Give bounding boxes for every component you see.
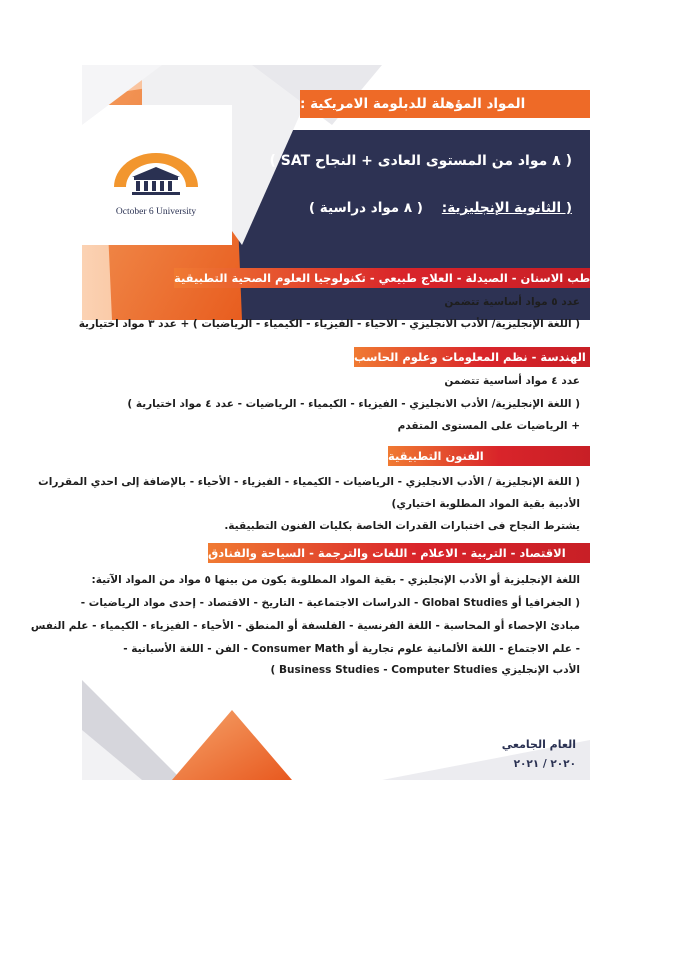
page-title: المواد المؤهلة للدبلومة الامريكية : bbox=[300, 90, 590, 118]
section-medicine-line: ( اللغة الإنجليزية/ الأدب الانجليزي - الاحياء - الفيزياء - الكيمياء - الرياضيات ) + عدد ٣ مواد اختيارية bbox=[78, 318, 580, 330]
university-logo bbox=[96, 143, 216, 223]
document-page bbox=[30, 65, 689, 780]
academic-year-value: ٢٠٢٠ / ٢٠٢١ bbox=[513, 758, 576, 770]
section-engineering-line: + الرياضيات على المستوى المتقدم bbox=[397, 420, 580, 432]
section-medicine-heading: الطب والجراحة - طب الاسنان - الصيدلة - العلاج طبيعي - تكنولوجيا العلوم الصحية التطبيقية bbox=[174, 268, 590, 288]
university-name: October 6 University bbox=[115, 207, 197, 217]
section-applied-arts-line: الأدبية بقية المواد المطلوبة اختياري) bbox=[391, 498, 580, 510]
section-engineering-line: عدد ٤ مواد أساسية تتضمن bbox=[444, 375, 580, 387]
section-economics-line: ( الجغرافيا أو Global Studies - الدراسات الاجتماعية - التاريخ - الاقتصاد - إحدى مواد الرياضيات - bbox=[80, 597, 580, 609]
section-applied-arts-line: يشترط النجاح فى اختبارات القدرات الخاصة بكليات الفنون التطبيقية. bbox=[224, 520, 580, 532]
section-applied-arts-line: ( اللغة الإنجليزية / الأدب الانجليزي - الرياضيات - الكيمياء - الفيزياء - الأحياء - بالإضافة إلى احدي المقررات bbox=[38, 476, 580, 488]
header-british-label: ( الثانوية الإنجليزية: bbox=[441, 200, 572, 216]
section-economics-line: اللغة الإنجليزية أو الأدب الإنجليزي - بقية المواد المطلوبة يكون من بينها ٥ مواد من المواد الآتية: bbox=[91, 574, 580, 586]
header-british-value: ( ٨ مواد دراسية ) bbox=[308, 200, 423, 216]
section-economics-line: مبادئ الإحصاء أو المحاسبة - اللغة الفرنسية - الفلسفة أو المنطق - الأحياء - الفيزياء - الكيمياء - علم النفس bbox=[30, 620, 580, 632]
university-emblem-icon bbox=[96, 143, 216, 205]
section-engineering-heading: الهندسة - نظم المعلومات وعلوم الحاسب bbox=[354, 347, 590, 367]
section-economics-heading: الاقتصاد - التربية - الاعلام - اللغات والترجمة - السياحة والفنادق bbox=[208, 543, 590, 563]
header-british-line bbox=[309, 200, 572, 216]
section-economics-line: الأدب الإنجليزي Business Studies - Computer Studies ) bbox=[270, 664, 580, 676]
header-requirement-line: ( ٨ مواد من المستوى العادى + النجاح SAT ) bbox=[269, 153, 572, 169]
section-engineering-line: ( اللغة الإنجليزية/ الأدب الانجليزي - الفيزياء - الكيمياء - الرياضيات - عدد ٤ مواد اختيارية ) bbox=[127, 398, 580, 410]
academic-year-label: العام الجامعي bbox=[501, 738, 576, 751]
section-economics-line: - علم الاجتماع - اللغة الألمانية علوم تجارية أو Consumer Math - الفن - اللغة الأسبانية - bbox=[123, 643, 580, 655]
section-medicine-line: عدد ٥ مواد أساسية تتضمن bbox=[444, 296, 580, 308]
section-applied-arts-heading: الفنون التطبيقية bbox=[388, 446, 590, 466]
